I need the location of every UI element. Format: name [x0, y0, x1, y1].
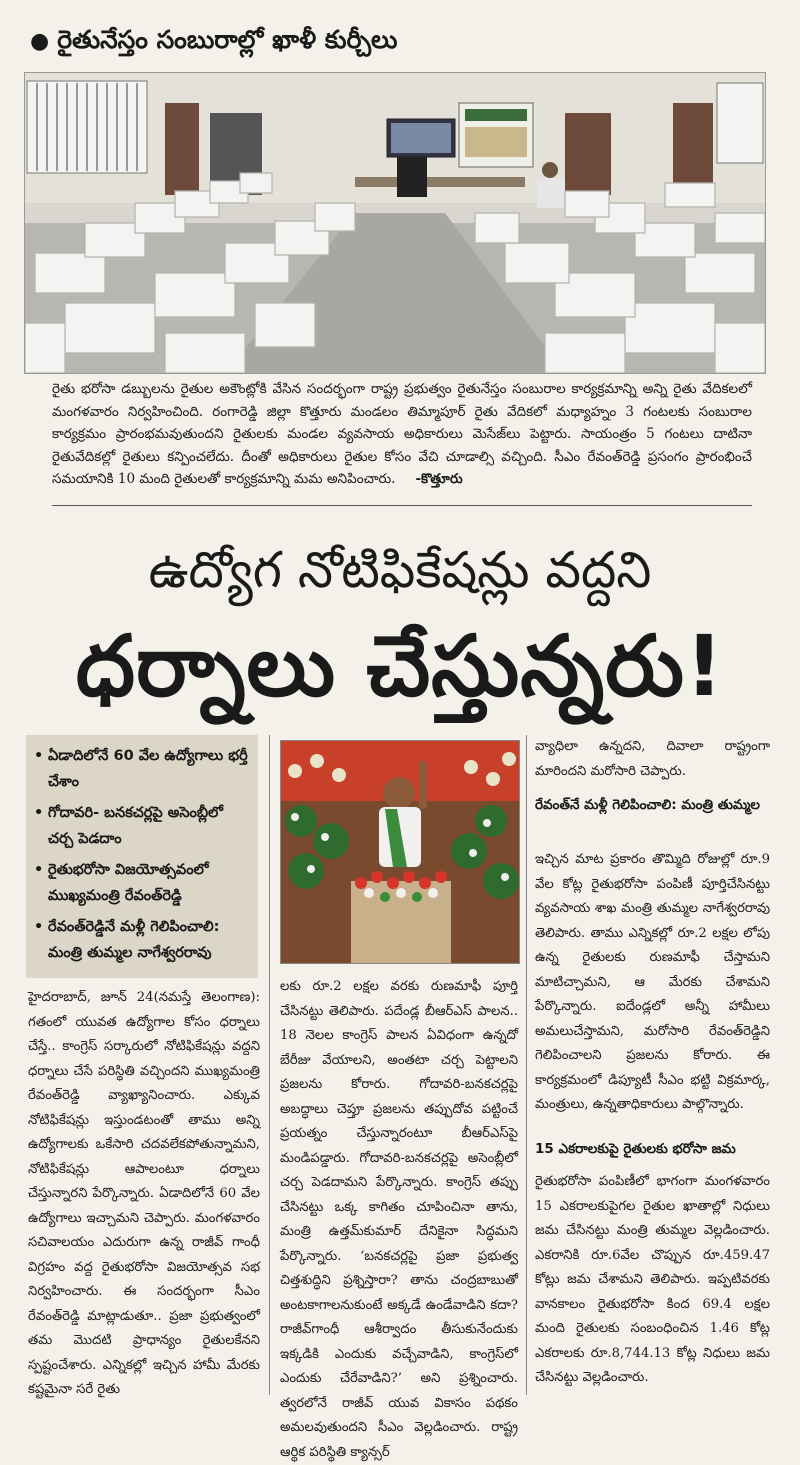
- column-divider: [526, 735, 527, 1395]
- highlight-item: • ఏడాదిలోనే 60 వేల ఉద్యోగాలు భర్తీ చేశాం: [34, 743, 250, 795]
- article-column-right-intro: వ్యాధిలా ఉన్నదని, దివాలా రాష్ట్రంగా మారిందని మరోసారి చెప్పారు.: [535, 739, 770, 779]
- main-headline-line2: ధర్నాలు చేస్తున్నరు!: [75, 617, 725, 715]
- bullet-icon: ●: [30, 29, 50, 54]
- main-headline-line1: ఉద్యోగ నోటిఫికేషన్లు వద్దని: [148, 541, 652, 599]
- article-column-right-body: ఇచ్చిన మాట ప్రకారం తొమ్మిది రోజుల్లో రూ.9 వేల కోట్ల రైతుభరోసా పంపిణీ పూర్తిచేసినట్టు వ్యవసాయ శాఖ మంత్రి తుమ్మల నాగేశ్వరరావు తెలిపారు. తాము ఎన్నికల్లో రూ.2 లక్షల లోపు ఉన్న రైతులకు రుణమాఫీ చేస్తామని మాటిచ్చామని, ఆ మేరకు చేశామని పేర్కొన్నారు. ఐదేండ్లలో అన్నీ హామీలు అమలుచేస్తామని, మరోసారి రేవంత్‌రెడ్డిని గెలిపించాలని ప్రజలను కోరారు. ఈ కార్యక్రమంలో డిప్యూటీ సీఎం భట్టి విక్రమార్క, మంత్రులు, ఉన్నతాధికారులు పాల్గొన్నారు.: [535, 852, 770, 1112]
- article-column-middle: లకు రూ.2 లక్షల వరకు రుణమాఫీ పూర్తి చేసినట్టు తెలిపారు. పదేండ్ల బీఆర్‌ఎస్ పాలన.. 18 నెలల కాంగ్రెస్ పాలన ఏవిధంగా ఉన్నదో బేరీజు వేయాలని, అంతటా చర్చ పెట్టాలని ప్రజలను కోరారు. గోదావరి-బనకచర్లపై అబద్ధాలు చెప్తూ ప్రజలను తప్పుదోవ పట్టించే ప్రయత్నం చేస్తున్నారంటూ బీఆర్‌ఎస్‌పై మండిపడ్డారు. గోదావరి-బనకచర్లపై అసెంబ్లీలో చర్చ పెడదామని పేర్కొన్నారు. కాంగ్రెస్ తప్పు చేసినట్టు ఒక్క కాగితం చూపించినా తాను, మంత్రి ఉత్తమ్‌కుమార్ దేనికైనా సిద్ధమని పేర్కొన్నారు. ‘బనకచర్లపై ప్రజా ప్రభుత్వ చిత్తశుద్ధిని ప్రశ్నిస్తారా? తాను చంద్రబాబుతో అంటకాగాలనుకుంటే అక్కడే ఉండేవాడిని కదా? రాజీవ్‌గాంధీ ఆశీర్వాదం తీసుకునేందుకు ఇక్కడికి ఎందుకు వచ్చేవాడిని, కాంగ్రెస్‌లో ఎందుకు చేరేవాడిని?’ అని ప్రశ్నించారు. త్వరలోనే రాజీవ్ యువ వికాసం పథకం అమలవుతుందని సీఎం వెల్లడించారు. రాష్ట్ర ఆర్థిక పరిస్థితి క్యాన్సర్: [280, 979, 518, 1460]
- section-divider: [52, 505, 752, 506]
- subheading-15-acres: 15 ఎకరాలకుపై రైతులకు భరోసా జమ: [535, 1141, 736, 1157]
- empty-chairs-photo: [24, 72, 766, 374]
- article-column-right-tail: రైతుభరోసా పంపిణీలో భాగంగా మంగళవారం 15 ఎకరాలకుపైగల రైతుల ఖాతాల్లో నిధులు జమ చేసినట్టు మంత్రి తుమ్మల వెల్లడించారు. ఎకరానికి రూ.6వేల చొప్పున రూ.459.47 కోట్లు జమ చేశామని తెలిపారు. ఇప్పటివరకు వానకాలం రైతుభరోసా కింద 69.4 లక్షల మంది రైతులకు సంబంధించిన 1.46 కోట్ల ఎకరాలకు రూ.8,744.13 కోట్ల నిధులు జమ చేసినట్టు వెల్లడించారు.: [535, 1174, 770, 1385]
- cm-speech-photo: [280, 740, 520, 964]
- top-story-headline-text: రైతునేస్తం సంబురాల్లో ఖాళీ కుర్చీలు: [57, 25, 398, 54]
- highlight-item: • గోదావరి- బనకచర్లపై అసెంబ్లీలో చర్చ పెడదాం: [34, 800, 250, 852]
- article-column-left: హైదరాబాద్, జూన్ 24(నమస్తే తెలంగాణ): గతంలో యువత ఉద్యోగాల కోసం ధర్నాలు చేస్తే.. కాంగ్రెస్ సర్కారులో నోటిఫికేషన్లు వద్దని ధర్నాలు చేసే పరిస్థితి వచ్చిందని ముఖ్యమంత్రి రేవంత్‌రెడ్డి వ్యాఖ్యానించారు. ఎక్కువ నోటిఫికేషన్లు ఇస్తుండటంతో తాము అన్ని ఉద్యోగాలకు ఒకేసారి చదవలేకపోతున్నామని, నోటిఫికేషన్లు ఆపాలంటూ ధర్నాలు చేస్తున్నారని పేర్కొన్నారు. ఏడాదిలోనే 60 వేల ఉద్యోగాలు ఇచ్చామని చెప్పారు. మంగళవారం సచివాలయం ఎదురుగా ఉన్న రాజీవ్ గాంధీ విగ్రహం వద్ద రైతుభరోసా విజయోత్సవ సభ నిర్వహించారు. ఈ సందర్భంగా సీఎం రేవంత్‌రెడ్డి మాట్లాడుతూ.. ప్రజా ప్రభుత్వంలో తమ మొదటి ప్రాధాన్యం రైతులకేనని స్పష్టంచేశారు. ఎన్నికల్లో ఇచ్చిన హామీ మేరకు కష్టమైనా సరే రైతు: [28, 990, 260, 1397]
- highlight-item: • రేవంత్‌రెడ్డినే మళ్లీ గెలిపించాలి: మంత్రి తుమ్మల నాగేశ్వరరావు: [34, 914, 250, 966]
- empty-chairs-illustration: [25, 73, 765, 373]
- cm-speech-illustration: [281, 741, 519, 963]
- photo-caption: [52, 378, 752, 491]
- photo-caption-text: రైతు భరోసా డబ్బులను రైతుల అకౌంట్లోకి వేసిన సందర్భంగా రాష్ట్ర ప్రభుత్వం రైతునేస్తం సంబురాల కార్యక్రమాన్ని అన్ని రైతు వేదికలలో మంగళవారం నిర్వహించింది. రంగారెడ్డి జిల్లా కొత్తూరు మండలం తిమ్మాపూర్ రైతు వేదికలో మధ్యాహ్నం 3 గంటలకు సంబురాల కార్యక్రమం ప్రారంభమవుతుందని రైతులకు మండల వ్యవసాయ అధికారులు మెసేజ్‌లు పెట్టారు. సాయంత్రం 5 గంటలు దాటినా రైతువేదికల్లో రైతులు కన్పించలేదు. దీంతో అధికారులు రైతుల కోసం వేచి చూడాల్సి వచ్చింది. సీఎం రేవంత్‌రెడ్డి ప్రసంగం ప్రారంభించే సమయానికి 10 మంది రైతులతో కార్యక్రమాన్ని మమ అనిపించారు.: [52, 381, 752, 487]
- highlights-box: [26, 735, 258, 978]
- highlight-item: • రైతుభరోసా విజయోత్సవంలో ముఖ్యమంత్రి రేవంత్‌రెడ్డి: [34, 857, 250, 909]
- subheading-tummala: రేవంత్‌నే మళ్లీ గెలిపించాలి: మంత్రి తుమ్మల: [535, 797, 760, 813]
- column-divider: [269, 735, 270, 1395]
- photo-credit: -కొత్తూరు: [415, 471, 463, 487]
- top-story-headline: [30, 22, 770, 60]
